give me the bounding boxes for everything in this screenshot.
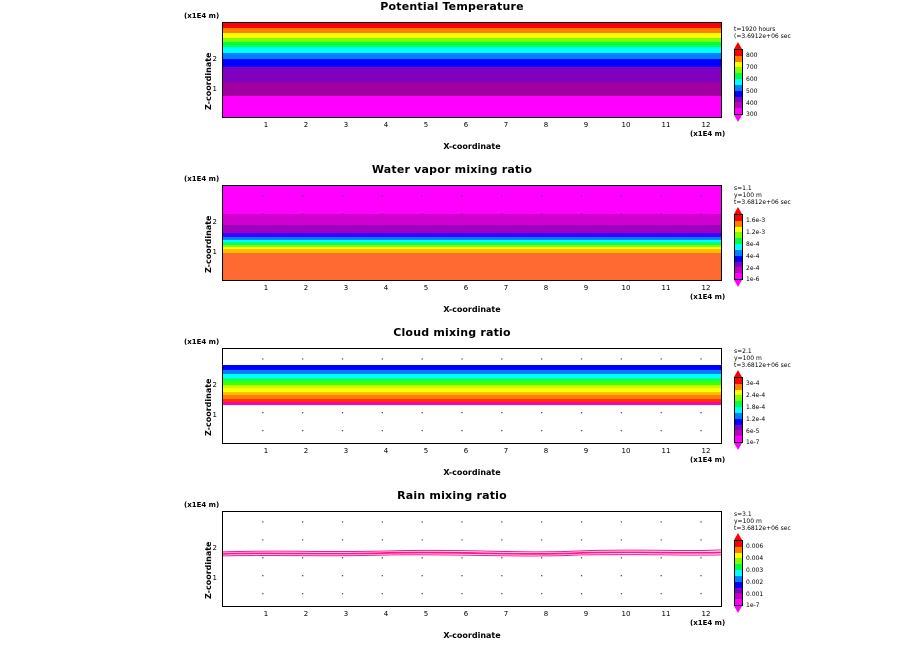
colorbar-label: 1e-7 [746, 439, 760, 446]
annotation-s: s=2.1 [734, 348, 752, 355]
y-unit-label: (x1E4 m) [184, 338, 220, 346]
colorbar-top-arrow [734, 370, 742, 377]
plot-area[interactable] [222, 22, 722, 118]
colorbar-label: 1.8e-4 [746, 404, 766, 411]
annotation-s: s=1.1 [734, 185, 752, 192]
x-tick-label: 4 [383, 610, 389, 618]
annotation-y: y=100 m [734, 355, 762, 362]
x-tick-label: 11 [661, 284, 671, 292]
y-unit-label: (x1E4 m) [184, 175, 220, 183]
grid-dots [223, 512, 721, 607]
x-tick-label: 11 [661, 447, 671, 455]
colorbar [734, 540, 743, 606]
x-axis-title: X-coordinate [443, 142, 501, 151]
y-axis-title: Z-coordinate [204, 215, 213, 273]
x-tick-label: 2 [303, 447, 309, 455]
x-tick-label: 1 [263, 610, 269, 618]
x-tick-label: 2 [303, 121, 309, 129]
annotation-y: y=100 m [734, 518, 762, 525]
y-tick-label: 1 [212, 574, 217, 582]
colorbar-top-arrow [734, 42, 742, 49]
panel-rain-mixing-ratio [0, 489, 904, 654]
y-axis-title: Z-coordinate [204, 541, 213, 599]
annotation-time: t=3.6812e+06 sec [734, 362, 791, 369]
colorbar-label: 400 [746, 100, 758, 107]
annotation-time: t=3.6812e+06 sec [734, 525, 791, 532]
x-tick-label: 10 [621, 447, 631, 455]
y-tick-label: 2 [212, 544, 217, 552]
annotation-time: t=3.6812e+06 sec [734, 199, 791, 206]
y-axis-title: Z-coordinate [204, 378, 213, 436]
contour-band [223, 53, 721, 60]
contour-band [223, 402, 721, 405]
colorbar-label: 2.4e-4 [746, 392, 766, 399]
colorbar [734, 214, 743, 280]
colorbar [734, 49, 743, 115]
plot-area[interactable] [222, 348, 722, 444]
panel-title: Cloud mixing ratio [393, 326, 511, 339]
colorbar-label: 1.2e-3 [746, 229, 766, 236]
x-tick-label: 8 [543, 284, 549, 292]
x-tick-label: 9 [583, 447, 589, 455]
panel-title: Water vapor mixing ratio [371, 163, 533, 176]
x-tick-label: 7 [503, 610, 509, 618]
colorbar-label: 0.002 [746, 579, 764, 586]
x-tick-label: 3 [343, 121, 349, 129]
y-unit-label: (x1E4 m) [184, 12, 220, 20]
colorbar-label: 1.2e-4 [746, 416, 766, 423]
x-axis-title: X-coordinate [443, 468, 501, 477]
colorbar-label: 700 [746, 64, 758, 71]
x-tick-label: 8 [543, 121, 549, 129]
contour-band [223, 96, 721, 117]
x-unit-label: (x1E4 m) [690, 619, 726, 627]
contour-band [223, 59, 721, 67]
colorbar [734, 377, 743, 443]
y-unit-label: (x1E4 m) [184, 501, 220, 509]
x-tick-label: 10 [621, 284, 631, 292]
annotation-seconds: (=3.6912e+06 sec [734, 33, 791, 40]
y-tick-label: 1 [212, 85, 217, 93]
panel-cloud-mixing-ratio [0, 326, 904, 486]
colorbar-label: 0.004 [746, 555, 764, 562]
x-unit-label: (x1E4 m) [690, 456, 726, 464]
x-tick-label: 5 [423, 610, 429, 618]
x-tick-label: 12 [701, 447, 711, 455]
annotation-time: t=1920 hours [734, 26, 776, 33]
contour-band [223, 82, 721, 97]
plot-area[interactable] [222, 511, 722, 607]
colorbar-label: 1e-7 [746, 602, 760, 609]
x-tick-label: 6 [463, 447, 469, 455]
colorbar-segment [735, 436, 742, 442]
x-tick-label: 8 [543, 610, 549, 618]
colorbar-segment [735, 273, 742, 279]
x-tick-label: 2 [303, 610, 309, 618]
x-tick-label: 12 [701, 284, 711, 292]
x-tick-label: 1 [263, 121, 269, 129]
colorbar-label: 4e-4 [746, 253, 760, 260]
x-tick-label: 10 [621, 610, 631, 618]
x-tick-label: 6 [463, 610, 469, 618]
colorbar-top-arrow [734, 207, 742, 214]
colorbar-label: 2e-4 [746, 265, 760, 272]
x-unit-label: (x1E4 m) [690, 293, 726, 301]
x-tick-label: 5 [423, 447, 429, 455]
x-tick-label: 5 [423, 284, 429, 292]
x-tick-label: 4 [383, 284, 389, 292]
x-tick-label: 10 [621, 121, 631, 129]
colorbar-bottom-arrow [734, 115, 742, 122]
colorbar-label: 0.001 [746, 591, 764, 598]
panel-water-vapor-mixing-ratio [0, 163, 904, 323]
y-axis-title: Z-coordinate [204, 52, 213, 110]
colorbar-bottom-arrow [734, 280, 742, 287]
colorbar-label: 0.003 [746, 567, 764, 574]
x-tick-label: 6 [463, 284, 469, 292]
colorbar-label: 1e-6 [746, 276, 760, 283]
x-tick-label: 9 [583, 284, 589, 292]
panel-title: Potential Temperature [380, 0, 524, 13]
x-tick-label: 3 [343, 447, 349, 455]
colorbar-label: 300 [746, 111, 758, 118]
colorbar-label: 6e-5 [746, 428, 760, 435]
x-tick-label: 6 [463, 121, 469, 129]
colorbar-label: 0.006 [746, 543, 764, 550]
x-tick-label: 3 [343, 610, 349, 618]
colorbar-label: 3e-4 [746, 380, 760, 387]
annotation-s: s=3.1 [734, 511, 752, 518]
y-tick-label: 1 [212, 411, 217, 419]
colorbar-segment [735, 599, 742, 605]
x-axis-title: X-coordinate [443, 631, 501, 640]
x-tick-label: 11 [661, 610, 671, 618]
x-tick-label: 7 [503, 447, 509, 455]
y-tick-label: 1 [212, 248, 217, 256]
x-tick-label: 12 [701, 121, 711, 129]
plot-area[interactable] [222, 185, 722, 281]
colorbar-label: 800 [746, 52, 758, 59]
panel-title: Rain mixing ratio [397, 489, 507, 502]
y-tick-label: 2 [212, 218, 217, 226]
contour-band [223, 67, 721, 82]
x-unit-label: (x1E4 m) [690, 130, 726, 138]
colorbar-top-arrow [734, 533, 742, 540]
grid-dots [223, 186, 721, 281]
annotation-y: y=100 m [734, 192, 762, 199]
x-tick-label: 7 [503, 121, 509, 129]
x-tick-label: 4 [383, 121, 389, 129]
panel-potential-temperature [0, 0, 904, 160]
y-tick-label: 2 [212, 381, 217, 389]
x-tick-label: 1 [263, 447, 269, 455]
x-axis-title: X-coordinate [443, 305, 501, 314]
x-tick-label: 1 [263, 284, 269, 292]
x-tick-label: 11 [661, 121, 671, 129]
colorbar-label: 1.6e-3 [746, 217, 766, 224]
x-tick-label: 12 [701, 610, 711, 618]
x-tick-label: 8 [543, 447, 549, 455]
colorbar-label: 500 [746, 88, 758, 95]
x-tick-label: 2 [303, 284, 309, 292]
x-tick-label: 9 [583, 610, 589, 618]
colorbar-segment [735, 108, 742, 114]
y-tick-label: 2 [212, 55, 217, 63]
x-tick-label: 3 [343, 284, 349, 292]
x-tick-label: 5 [423, 121, 429, 129]
x-tick-label: 4 [383, 447, 389, 455]
colorbar-label: 8e-4 [746, 241, 760, 248]
colorbar-label: 600 [746, 76, 758, 83]
x-tick-label: 9 [583, 121, 589, 129]
colorbar-bottom-arrow [734, 443, 742, 450]
colorbar-bottom-arrow [734, 606, 742, 613]
x-tick-label: 7 [503, 284, 509, 292]
